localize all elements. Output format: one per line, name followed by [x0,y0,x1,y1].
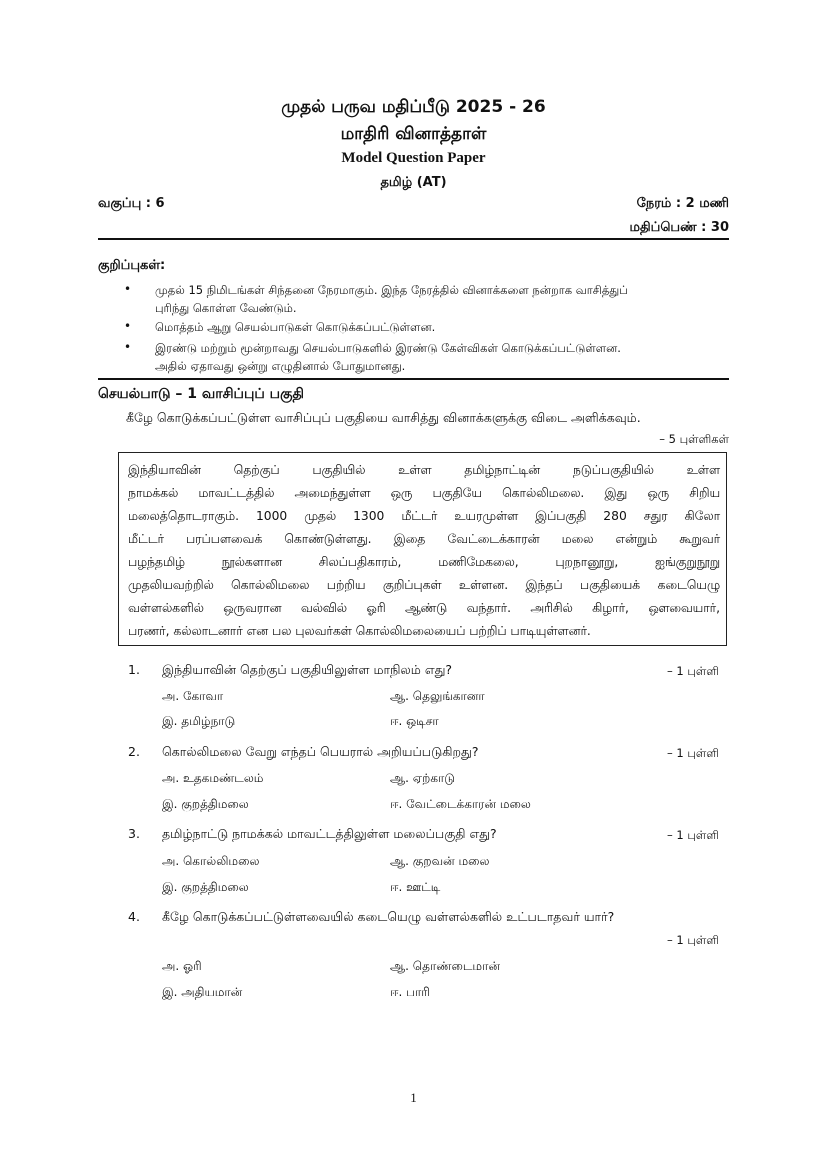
marks-label: மதிப்பெண் : 30 [629,220,729,235]
question-marks: – 1 புள்ளி [666,746,719,760]
option: இ. அதியமான் [162,985,243,999]
bullet-icon: • [124,340,132,354]
notes-title: குறிப்புகள்: [98,258,166,273]
option: இ. குறத்திமலை [162,797,249,811]
passage-line: வள்ளல்களில் ஒருவரான வல்வில் ஓரி ஆண்டு வந்தார். அரிசில் கிழார், ஔவையார், [128,601,720,615]
passage-line: இந்தியாவின் தெற்குப் பகுதியில் உள்ள தமிழ்நாட்டின் நடுப்பகுதியில் உள்ள [128,463,720,477]
header-divider [98,238,729,240]
paper-subtitle: மாதிரி வினாத்தாள் [340,124,487,144]
page-number: 1 [410,1090,417,1105]
paper-subtitle-english: Model Question Paper [341,150,486,166]
option: ஆ. தொண்டைமான் [390,959,500,973]
question-number: 2. [128,744,140,759]
question-marks: – 1 புள்ளி [666,933,719,947]
option: ஈ. ஒடிசா [390,714,439,728]
option: அ. உதகமண்டலம் [162,771,264,785]
paper-title: முதல் பருவ மதிப்பீடு 2025 - 26 [281,97,546,117]
passage-line: பரணர், கல்லாடனார் என பல புலவர்கள் கொல்லிமலையைப் பற்றிப் பாடியுள்ளனர். [128,624,591,638]
option: அ. ஓரி [162,959,202,973]
question-text: இந்தியாவின் தெற்குப் பகுதியிலுள்ள மாநிலம் எது? [162,662,453,677]
question-text: கீழே கொடுக்கப்பட்டுள்ளவையில் கடையெழு வள்ளல்களில் உட்படாதவர் யார்? [162,909,615,924]
bullet-icon: • [124,319,132,333]
subject-label: தமிழ் (AT) [380,175,447,190]
option: அ. கொல்லிமலை [162,854,260,868]
question-text: தமிழ்நாட்டு நாமக்கல் மாவட்டத்திலுள்ள மலைப்பகுதி எது? [162,826,497,841]
time-label: நேரம் : 2 மணி [636,196,729,211]
question-number: 1. [128,662,140,677]
question-marks: – 1 புள்ளி [666,664,719,678]
passage-line: மீட்டர் பரப்பளவைக் கொண்டுள்ளது. இதை வேட்டைக்காரன் மலை என்றும் கூறுவர் [128,532,720,546]
option: ஈ. வேட்டைக்காரன் மலை [390,797,531,811]
option: ஆ. குறவன் மலை [390,854,490,868]
option: ஆ. தெலுங்கானா [390,689,485,703]
note-item: மொத்தம் ஆறு செயல்பாடுகள் கொடுக்கப்பட்டுள்ளன. [155,320,436,334]
passage-line: நாமக்கல் மாவட்டத்தில் அமைந்துள்ள ஒரு பகுதியே கொல்லிமலை. இது ஒரு சிறிய [128,486,720,500]
note-item: முதல் 15 நிமிடங்கள் சிந்தனை நேரமாகும். இந்த நேரத்தில் வினாக்களை நன்றாக வாசித்துப் புரிந்து கொள்ள வேண்டும். [155,283,628,315]
option: இ. குறத்திமலை [162,880,249,894]
question-number: 3. [128,826,140,841]
activity-title: செயல்பாடு – 1 வாசிப்புப் பகுதி [98,386,304,402]
option: ஆ. ஏற்காடு [390,771,455,785]
question-number: 4. [128,909,140,924]
activity-instruction: கீழே கொடுக்கப்பட்டுள்ள வாசிப்புப் பகுதியை வாசித்து வினாக்களுக்கு விடை அளிக்கவும். [126,410,641,425]
note-item: இரண்டு மற்றும் மூன்றாவது செயல்பாடுகளில் இரண்டு கேள்விகள் கொடுக்கப்பட்டுள்ளன. அதில் ஏதாவது ஒன்று எழுதினால் போதுமானது. [155,341,621,373]
bullet-icon: • [124,282,132,296]
notes-divider [98,378,729,380]
passage-line: மலைத்தொடராகும். 1000 முதல் 1300 மீட்டர் உயரமுள்ள இப்பகுதி 280 சதுர கிலோ [128,509,720,523]
option: அ. கோவா [162,689,224,703]
option: ஈ. ஊட்டி [390,880,441,894]
class-label: வகுப்பு : 6 [98,196,165,211]
activity-marks: – 5 புள்ளிகள் [659,432,729,446]
question-marks: – 1 புள்ளி [666,828,719,842]
passage-line: முதலியவற்றில் கொல்லிமலை பற்றிய குறிப்புகள் உள்ளன. இந்தப் பகுதியைக் கடையெழு [128,578,720,592]
passage-line: பழந்தமிழ் நூல்களான சிலப்பதிகாரம், மணிமேகலை, புறநானூறு, ஐங்குறுநூறு [128,555,720,569]
question-text: கொல்லிமலை வேறு எந்தப் பெயரால் அறியப்படுகிறது? [162,744,479,759]
option: இ. தமிழ்நாடு [162,714,236,728]
option: ஈ. பாரி [390,985,430,999]
